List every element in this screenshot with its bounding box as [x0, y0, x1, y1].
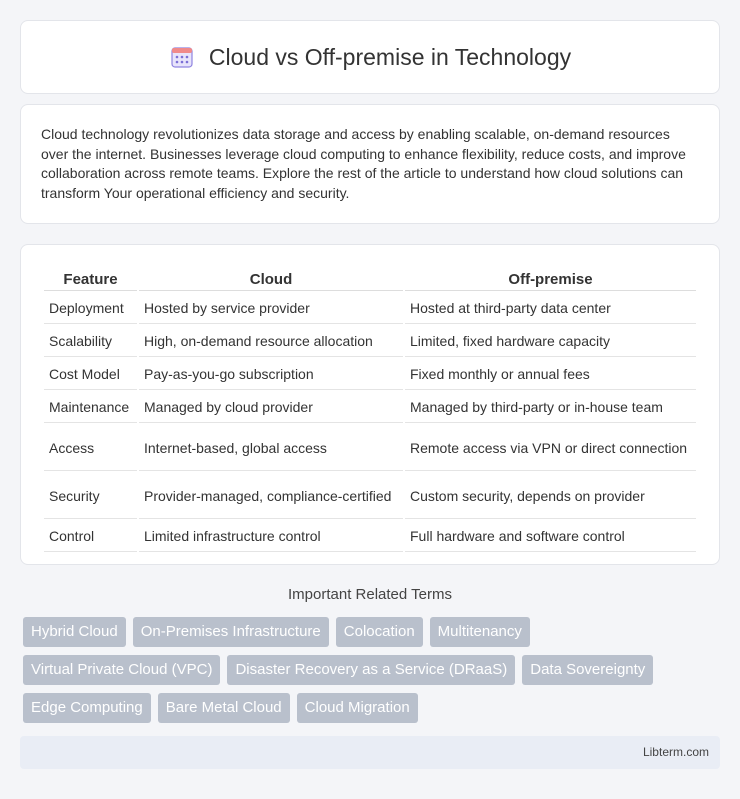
- table-cell: Cost Model: [44, 359, 137, 390]
- tag-data-sovereignty[interactable]: Data Sovereignty: [522, 655, 653, 685]
- tag-disaster-recovery-as-a-service[interactable]: Disaster Recovery as a Service (DRaaS): [227, 655, 515, 685]
- table-cell: Full hardware and software control: [405, 521, 696, 552]
- header-card: [20, 20, 720, 94]
- table-cell: Hosted by service provider: [139, 293, 403, 324]
- table-cell: Remote access via VPN or direct connection: [405, 425, 696, 471]
- table-row: [44, 521, 696, 552]
- table-cell: Managed by third-party or in-house team: [405, 392, 696, 423]
- footer: [20, 736, 720, 769]
- tag-bare-metal-cloud[interactable]: Bare Metal Cloud: [158, 693, 290, 723]
- tag-multitenancy[interactable]: Multitenancy: [430, 617, 530, 647]
- table-cell: Security: [44, 473, 137, 519]
- table-cell: Maintenance: [44, 392, 137, 423]
- table-row: [44, 293, 696, 324]
- table-cell: Scalability: [44, 326, 137, 357]
- page-title: Cloud vs Off-premise in Technology: [208, 43, 572, 70]
- footer-site-link[interactable]: Libterm.com: [642, 745, 709, 759]
- table-cell: Provider-managed, compliance-certified: [139, 473, 403, 519]
- table-cell: High, on-demand resource allocation: [139, 326, 403, 357]
- table-header-row: [44, 267, 696, 291]
- table-cell: Pay-as-you-go subscription: [139, 359, 403, 390]
- column-header-off-premise: Off-premise: [405, 267, 696, 291]
- tag-edge-computing[interactable]: Edge Computing: [23, 693, 151, 723]
- table-row: [44, 326, 696, 357]
- comparison-table: [42, 265, 698, 554]
- table-cell: Hosted at third-party data center: [405, 293, 696, 324]
- table-cell: Custom security, depends on provider: [405, 473, 696, 519]
- calendar-grid-icon: [169, 44, 195, 70]
- table-cell: Managed by cloud provider: [139, 392, 403, 423]
- intro-text: Cloud technology revolutionizes data storage and access by enabling scalable, on-demand resources over the internet. Businesses leverage cloud computing to enhance flexibility, reduce costs, and improve collaboration across remote teams. Explore the rest of the article to understand how cloud solutions can transform Your operational efficiency and security.: [41, 126, 686, 201]
- table-cell: Limited, fixed hardware capacity: [405, 326, 696, 357]
- table-cell: Deployment: [44, 293, 137, 324]
- table-cell: Control: [44, 521, 137, 552]
- table-cell: Limited infrastructure control: [139, 521, 403, 552]
- related-terms-tags: [23, 617, 703, 723]
- tag-virtual-private-cloud[interactable]: Virtual Private Cloud (VPC): [23, 655, 220, 685]
- tag-cloud-migration[interactable]: Cloud Migration: [297, 693, 418, 723]
- related-terms-title: Important Related Terms: [288, 586, 452, 603]
- table-cell: Fixed monthly or annual fees: [405, 359, 696, 390]
- table-row: [44, 473, 696, 519]
- tag-hybrid-cloud[interactable]: Hybrid Cloud: [23, 617, 126, 647]
- table-cell: Internet-based, global access: [139, 425, 403, 471]
- column-header-cloud: Cloud: [139, 267, 403, 291]
- intro-card: [20, 104, 720, 224]
- table-cell: Access: [44, 425, 137, 471]
- table-row: [44, 359, 696, 390]
- tag-on-premises-infrastructure[interactable]: On-Premises Infrastructure: [133, 617, 329, 647]
- column-header-feature: Feature: [44, 267, 137, 291]
- tag-colocation[interactable]: Colocation: [336, 617, 423, 647]
- table-row: [44, 425, 696, 471]
- table-row: [44, 392, 696, 423]
- comparison-table-card: [20, 244, 720, 565]
